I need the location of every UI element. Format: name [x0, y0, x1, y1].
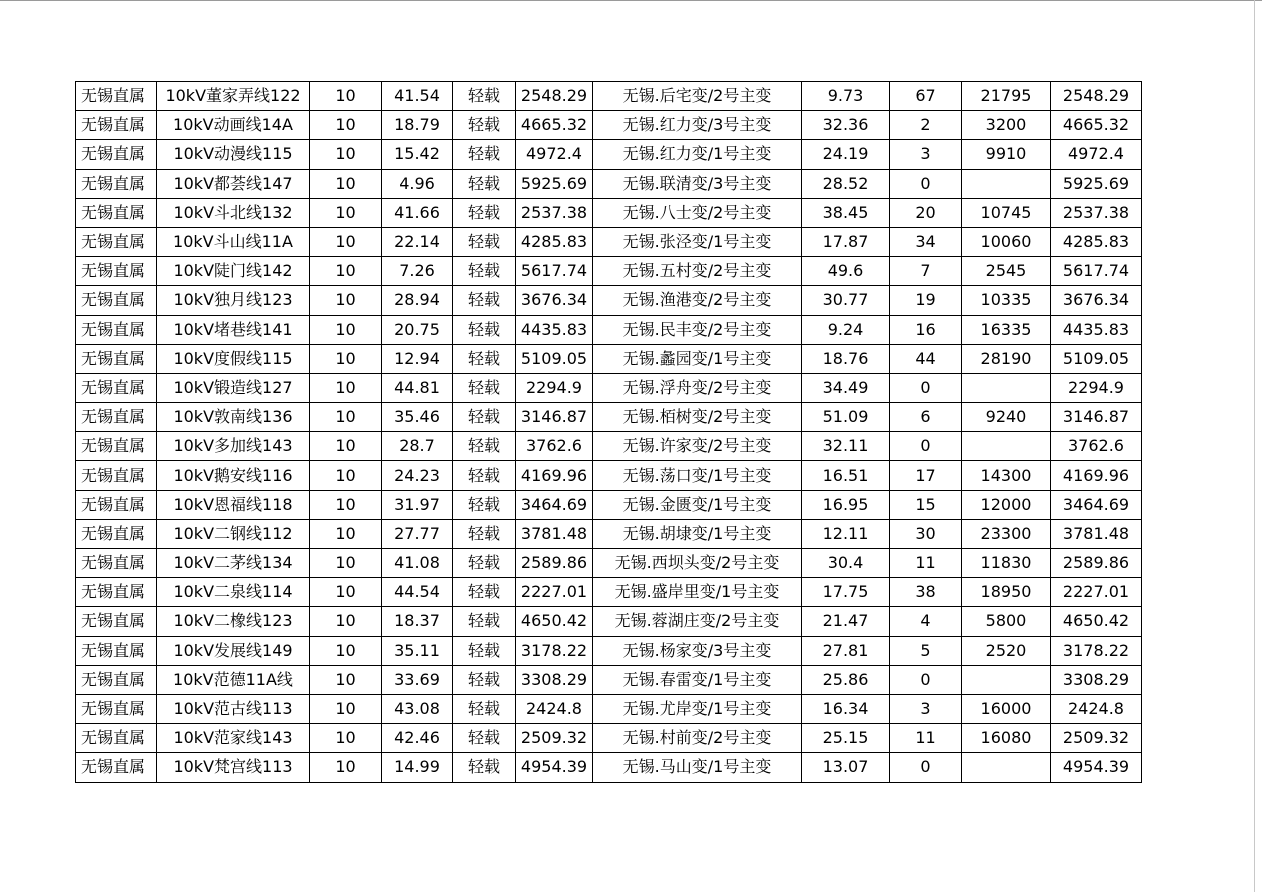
cell-load-rate: 18.79 — [382, 111, 453, 140]
cell-user-count: 44 — [890, 344, 962, 373]
cell-load-rate: 42.46 — [382, 724, 453, 753]
cell-transformer: 无锡.联清变/3号主变 — [593, 169, 802, 198]
cell-transformer-load-rate: 30.77 — [802, 286, 890, 315]
cell-user-count: 30 — [890, 519, 962, 548]
cell-transformer-load-rate: 13.07 — [802, 753, 890, 782]
cell-transformer: 无锡.春雷变/1号主变 — [593, 665, 802, 694]
table-row — [76, 724, 1142, 753]
cell-capacity: 2227.01 — [516, 578, 593, 607]
cell-unit: 无锡直属 — [76, 198, 157, 227]
cell-unit: 无锡直属 — [76, 344, 157, 373]
cell-transformer: 无锡.杨家变/3号主变 — [593, 636, 802, 665]
cell-user-count: 3 — [890, 140, 962, 169]
cell-available-capacity: 4435.83 — [1051, 315, 1142, 344]
cell-voltage: 10 — [310, 519, 382, 548]
cell-capacity: 3781.48 — [516, 519, 593, 548]
cell-capacity: 3178.22 — [516, 636, 593, 665]
cell-transformer: 无锡.荡口变/1号主变 — [593, 461, 802, 490]
cell-voltage: 10 — [310, 169, 382, 198]
cell-line-name: 10kV范德11A线 — [157, 665, 310, 694]
cell-user-capacity — [962, 665, 1051, 694]
cell-transformer-load-rate: 9.73 — [802, 82, 890, 111]
table-row — [76, 432, 1142, 461]
cell-voltage: 10 — [310, 461, 382, 490]
cell-transformer-load-rate: 16.34 — [802, 694, 890, 723]
cell-transformer: 无锡.金匮变/1号主变 — [593, 490, 802, 519]
cell-load-rate: 44.54 — [382, 578, 453, 607]
cell-user-capacity: 21795 — [962, 82, 1051, 111]
cell-voltage: 10 — [310, 82, 382, 111]
cell-unit: 无锡直属 — [76, 753, 157, 782]
cell-load-rate: 28.7 — [382, 432, 453, 461]
cell-user-capacity: 10060 — [962, 227, 1051, 256]
cell-line-name: 10kV堵巷线141 — [157, 315, 310, 344]
cell-load-rate: 35.11 — [382, 636, 453, 665]
cell-available-capacity: 2548.29 — [1051, 82, 1142, 111]
table-row — [76, 461, 1142, 490]
cell-available-capacity: 4650.42 — [1051, 607, 1142, 636]
cell-user-count: 38 — [890, 578, 962, 607]
cell-user-capacity: 5800 — [962, 607, 1051, 636]
cell-load-rate: 28.94 — [382, 286, 453, 315]
cell-load-rate: 24.23 — [382, 461, 453, 490]
cell-line-name: 10kV多加线143 — [157, 432, 310, 461]
cell-transformer-load-rate: 9.24 — [802, 315, 890, 344]
cell-user-count: 0 — [890, 169, 962, 198]
cell-capacity: 3308.29 — [516, 665, 593, 694]
cell-transformer-load-rate: 51.09 — [802, 403, 890, 432]
cell-available-capacity: 4169.96 — [1051, 461, 1142, 490]
cell-user-capacity: 3200 — [962, 111, 1051, 140]
cell-line-name: 10kV度假线115 — [157, 344, 310, 373]
cell-load-rate: 31.97 — [382, 490, 453, 519]
cell-voltage: 10 — [310, 724, 382, 753]
cell-voltage: 10 — [310, 665, 382, 694]
cell-available-capacity: 4972.4 — [1051, 140, 1142, 169]
cell-available-capacity: 4285.83 — [1051, 227, 1142, 256]
cell-line-name: 10kV陡门线142 — [157, 257, 310, 286]
table-row — [76, 519, 1142, 548]
cell-voltage: 10 — [310, 549, 382, 578]
cell-line-name: 10kV动漫线115 — [157, 140, 310, 169]
table-row — [76, 578, 1142, 607]
cell-capacity: 4650.42 — [516, 607, 593, 636]
cell-unit: 无锡直属 — [76, 432, 157, 461]
cell-capacity: 5109.05 — [516, 344, 593, 373]
cell-voltage: 10 — [310, 315, 382, 344]
cell-line-name: 10kV范古线113 — [157, 694, 310, 723]
cell-user-count: 5 — [890, 636, 962, 665]
cell-transformer-load-rate: 18.76 — [802, 344, 890, 373]
cell-transformer: 无锡.村前变/2号主变 — [593, 724, 802, 753]
cell-load-status: 轻载 — [453, 315, 516, 344]
cell-load-rate: 12.94 — [382, 344, 453, 373]
cell-user-capacity: 16000 — [962, 694, 1051, 723]
cell-line-name: 10kV斗北线132 — [157, 198, 310, 227]
cell-available-capacity: 3464.69 — [1051, 490, 1142, 519]
cell-load-rate: 41.66 — [382, 198, 453, 227]
cell-transformer: 无锡.蓉湖庄变/2号主变 — [593, 607, 802, 636]
cell-unit: 无锡直属 — [76, 286, 157, 315]
cell-user-capacity: 2545 — [962, 257, 1051, 286]
cell-available-capacity: 2537.38 — [1051, 198, 1142, 227]
cell-line-name: 10kV动画线14A — [157, 111, 310, 140]
cell-load-status: 轻载 — [453, 344, 516, 373]
cell-available-capacity: 5617.74 — [1051, 257, 1142, 286]
cell-transformer-load-rate: 30.4 — [802, 549, 890, 578]
cell-user-capacity: 23300 — [962, 519, 1051, 548]
table-row — [76, 753, 1142, 782]
cell-load-status: 轻载 — [453, 461, 516, 490]
cell-load-rate: 27.77 — [382, 519, 453, 548]
cell-load-status: 轻载 — [453, 665, 516, 694]
cell-load-status: 轻载 — [453, 403, 516, 432]
cell-available-capacity: 3146.87 — [1051, 403, 1142, 432]
cell-voltage: 10 — [310, 373, 382, 402]
cell-load-status: 轻载 — [453, 724, 516, 753]
cell-load-status: 轻载 — [453, 549, 516, 578]
cell-unit: 无锡直属 — [76, 403, 157, 432]
cell-user-count: 11 — [890, 724, 962, 753]
cell-user-capacity: 18950 — [962, 578, 1051, 607]
cell-unit: 无锡直属 — [76, 227, 157, 256]
cell-capacity: 5617.74 — [516, 257, 593, 286]
cell-voltage: 10 — [310, 694, 382, 723]
cell-transformer: 无锡.后宅变/2号主变 — [593, 82, 802, 111]
cell-load-rate: 22.14 — [382, 227, 453, 256]
cell-capacity: 2537.38 — [516, 198, 593, 227]
cell-load-status: 轻载 — [453, 257, 516, 286]
table-row — [76, 286, 1142, 315]
cell-user-capacity: 10335 — [962, 286, 1051, 315]
cell-user-count: 0 — [890, 373, 962, 402]
cell-transformer-load-rate: 12.11 — [802, 519, 890, 548]
cell-capacity: 5925.69 — [516, 169, 593, 198]
cell-transformer: 无锡.红力变/3号主变 — [593, 111, 802, 140]
cell-capacity: 2509.32 — [516, 724, 593, 753]
cell-user-count: 4 — [890, 607, 962, 636]
cell-line-name: 10kV斗山线11A — [157, 227, 310, 256]
cell-available-capacity: 4954.39 — [1051, 753, 1142, 782]
cell-transformer: 无锡.尤岸变/1号主变 — [593, 694, 802, 723]
table-row — [76, 403, 1142, 432]
cell-available-capacity: 3676.34 — [1051, 286, 1142, 315]
cell-user-capacity: 14300 — [962, 461, 1051, 490]
cell-user-capacity — [962, 753, 1051, 782]
page-right-border — [1254, 0, 1255, 892]
cell-load-rate: 43.08 — [382, 694, 453, 723]
cell-transformer-load-rate: 17.75 — [802, 578, 890, 607]
cell-user-count: 17 — [890, 461, 962, 490]
cell-unit: 无锡直属 — [76, 373, 157, 402]
cell-unit: 无锡直属 — [76, 724, 157, 753]
table-row — [76, 169, 1142, 198]
cell-line-name: 10kV董家弄线122 — [157, 82, 310, 111]
cell-user-capacity: 2520 — [962, 636, 1051, 665]
cell-load-status: 轻载 — [453, 227, 516, 256]
cell-unit: 无锡直属 — [76, 694, 157, 723]
cell-available-capacity: 3178.22 — [1051, 636, 1142, 665]
cell-user-count: 15 — [890, 490, 962, 519]
cell-user-count: 6 — [890, 403, 962, 432]
cell-transformer-load-rate: 21.47 — [802, 607, 890, 636]
table-body — [76, 82, 1142, 783]
cell-transformer: 无锡.蠡园变/1号主变 — [593, 344, 802, 373]
cell-line-name: 10kV发展线149 — [157, 636, 310, 665]
cell-transformer-load-rate: 32.36 — [802, 111, 890, 140]
cell-line-name: 10kV二茅线134 — [157, 549, 310, 578]
cell-user-count: 7 — [890, 257, 962, 286]
cell-voltage: 10 — [310, 490, 382, 519]
cell-user-capacity: 16080 — [962, 724, 1051, 753]
cell-load-rate: 41.54 — [382, 82, 453, 111]
cell-user-capacity: 10745 — [962, 198, 1051, 227]
cell-transformer-load-rate: 28.52 — [802, 169, 890, 198]
cell-voltage: 10 — [310, 607, 382, 636]
cell-load-status: 轻载 — [453, 169, 516, 198]
cell-voltage: 10 — [310, 286, 382, 315]
table-row — [76, 227, 1142, 256]
cell-capacity: 2424.8 — [516, 694, 593, 723]
cell-line-name: 10kV敦南线136 — [157, 403, 310, 432]
cell-load-status: 轻载 — [453, 490, 516, 519]
table-row — [76, 315, 1142, 344]
cell-voltage: 10 — [310, 257, 382, 286]
cell-load-rate: 33.69 — [382, 665, 453, 694]
cell-load-status: 轻载 — [453, 607, 516, 636]
cell-transformer: 无锡.西坝头变/2号主变 — [593, 549, 802, 578]
table-row — [76, 198, 1142, 227]
cell-load-status: 轻载 — [453, 111, 516, 140]
cell-available-capacity: 4665.32 — [1051, 111, 1142, 140]
cell-unit: 无锡直属 — [76, 665, 157, 694]
cell-user-count: 2 — [890, 111, 962, 140]
cell-available-capacity: 3762.6 — [1051, 432, 1142, 461]
cell-line-name: 10kV梵宫线113 — [157, 753, 310, 782]
cell-load-status: 轻载 — [453, 636, 516, 665]
cell-load-rate: 20.75 — [382, 315, 453, 344]
cell-user-count: 3 — [890, 694, 962, 723]
cell-voltage: 10 — [310, 227, 382, 256]
table-row — [76, 111, 1142, 140]
cell-voltage: 10 — [310, 636, 382, 665]
cell-line-name: 10kV鹅安线116 — [157, 461, 310, 490]
cell-voltage: 10 — [310, 578, 382, 607]
cell-transformer-load-rate: 25.15 — [802, 724, 890, 753]
cell-transformer: 无锡.八士变/2号主变 — [593, 198, 802, 227]
cell-line-name: 10kV范家线143 — [157, 724, 310, 753]
table-row — [76, 257, 1142, 286]
cell-load-status: 轻载 — [453, 286, 516, 315]
cell-user-count: 11 — [890, 549, 962, 578]
cell-load-status: 轻载 — [453, 432, 516, 461]
cell-transformer-load-rate: 25.86 — [802, 665, 890, 694]
cell-user-count: 0 — [890, 753, 962, 782]
cell-user-count: 34 — [890, 227, 962, 256]
cell-capacity: 4169.96 — [516, 461, 593, 490]
data-table — [75, 81, 1142, 783]
cell-load-status: 轻载 — [453, 140, 516, 169]
cell-load-rate: 7.26 — [382, 257, 453, 286]
table-row — [76, 607, 1142, 636]
cell-user-count: 0 — [890, 432, 962, 461]
cell-user-count: 16 — [890, 315, 962, 344]
cell-line-name: 10kV恩福线118 — [157, 490, 310, 519]
cell-user-capacity: 9910 — [962, 140, 1051, 169]
cell-load-status: 轻载 — [453, 373, 516, 402]
cell-unit: 无锡直属 — [76, 549, 157, 578]
cell-load-rate: 15.42 — [382, 140, 453, 169]
cell-user-capacity: 16335 — [962, 315, 1051, 344]
cell-transformer-load-rate: 16.51 — [802, 461, 890, 490]
cell-available-capacity: 2424.8 — [1051, 694, 1142, 723]
cell-transformer: 无锡.民丰变/2号主变 — [593, 315, 802, 344]
cell-voltage: 10 — [310, 140, 382, 169]
cell-user-capacity: 28190 — [962, 344, 1051, 373]
cell-unit: 无锡直属 — [76, 461, 157, 490]
cell-voltage: 10 — [310, 111, 382, 140]
cell-unit: 无锡直属 — [76, 111, 157, 140]
cell-voltage: 10 — [310, 403, 382, 432]
cell-unit: 无锡直属 — [76, 257, 157, 286]
cell-transformer: 无锡.马山变/1号主变 — [593, 753, 802, 782]
cell-unit: 无锡直属 — [76, 607, 157, 636]
cell-line-name: 10kV二钢线112 — [157, 519, 310, 548]
cell-unit: 无锡直属 — [76, 140, 157, 169]
cell-transformer-load-rate: 17.87 — [802, 227, 890, 256]
cell-load-status: 轻载 — [453, 519, 516, 548]
cell-capacity: 4435.83 — [516, 315, 593, 344]
cell-load-status: 轻载 — [453, 694, 516, 723]
cell-load-rate: 35.46 — [382, 403, 453, 432]
cell-transformer-load-rate: 38.45 — [802, 198, 890, 227]
cell-user-capacity — [962, 373, 1051, 402]
cell-capacity: 3762.6 — [516, 432, 593, 461]
cell-load-rate: 18.37 — [382, 607, 453, 636]
cell-load-rate: 41.08 — [382, 549, 453, 578]
cell-load-rate: 44.81 — [382, 373, 453, 402]
cell-user-count: 67 — [890, 82, 962, 111]
cell-transformer: 无锡.浮舟变/2号主变 — [593, 373, 802, 402]
table-row — [76, 490, 1142, 519]
cell-capacity: 4285.83 — [516, 227, 593, 256]
cell-unit: 无锡直属 — [76, 578, 157, 607]
cell-transformer: 无锡.张泾变/1号主变 — [593, 227, 802, 256]
cell-transformer: 无锡.盛岸里变/1号主变 — [593, 578, 802, 607]
cell-unit: 无锡直属 — [76, 315, 157, 344]
cell-line-name: 10kV二橡线123 — [157, 607, 310, 636]
table-row — [76, 344, 1142, 373]
cell-available-capacity: 5109.05 — [1051, 344, 1142, 373]
cell-transformer-load-rate: 27.81 — [802, 636, 890, 665]
cell-load-status: 轻载 — [453, 753, 516, 782]
cell-user-count: 20 — [890, 198, 962, 227]
cell-line-name: 10kV都荟线147 — [157, 169, 310, 198]
cell-user-capacity: 9240 — [962, 403, 1051, 432]
cell-transformer-load-rate: 49.6 — [802, 257, 890, 286]
cell-available-capacity: 2589.86 — [1051, 549, 1142, 578]
cell-user-capacity: 12000 — [962, 490, 1051, 519]
cell-load-status: 轻载 — [453, 578, 516, 607]
cell-unit: 无锡直属 — [76, 636, 157, 665]
cell-capacity: 2294.9 — [516, 373, 593, 402]
cell-load-status: 轻载 — [453, 82, 516, 111]
cell-user-count: 0 — [890, 665, 962, 694]
table-row — [76, 82, 1142, 111]
cell-load-rate: 14.99 — [382, 753, 453, 782]
cell-voltage: 10 — [310, 753, 382, 782]
cell-voltage: 10 — [310, 198, 382, 227]
cell-transformer-load-rate: 24.19 — [802, 140, 890, 169]
cell-available-capacity: 2227.01 — [1051, 578, 1142, 607]
cell-voltage: 10 — [310, 344, 382, 373]
cell-transformer-load-rate: 34.49 — [802, 373, 890, 402]
cell-user-capacity — [962, 169, 1051, 198]
cell-transformer: 无锡.渔港变/2号主变 — [593, 286, 802, 315]
cell-load-status: 轻载 — [453, 198, 516, 227]
cell-line-name: 10kV二泉线114 — [157, 578, 310, 607]
page-top-border — [0, 0, 1262, 1]
cell-unit: 无锡直属 — [76, 490, 157, 519]
cell-transformer: 无锡.许家变/2号主变 — [593, 432, 802, 461]
table-row — [76, 549, 1142, 578]
cell-transformer-load-rate: 32.11 — [802, 432, 890, 461]
cell-unit: 无锡直属 — [76, 169, 157, 198]
cell-capacity: 3676.34 — [516, 286, 593, 315]
table-row — [76, 665, 1142, 694]
cell-available-capacity: 3781.48 — [1051, 519, 1142, 548]
cell-transformer-load-rate: 16.95 — [802, 490, 890, 519]
cell-transformer: 无锡.红力变/1号主变 — [593, 140, 802, 169]
cell-line-name: 10kV锻造线127 — [157, 373, 310, 402]
cell-voltage: 10 — [310, 432, 382, 461]
cell-transformer: 无锡.胡埭变/1号主变 — [593, 519, 802, 548]
cell-user-capacity: 11830 — [962, 549, 1051, 578]
cell-available-capacity: 2509.32 — [1051, 724, 1142, 753]
table-row — [76, 373, 1142, 402]
cell-capacity: 4972.4 — [516, 140, 593, 169]
cell-transformer: 无锡.栢树变/2号主变 — [593, 403, 802, 432]
table-row — [76, 694, 1142, 723]
cell-capacity: 2548.29 — [516, 82, 593, 111]
cell-available-capacity: 5925.69 — [1051, 169, 1142, 198]
cell-user-count: 19 — [890, 286, 962, 315]
cell-line-name: 10kV独月线123 — [157, 286, 310, 315]
cell-available-capacity: 2294.9 — [1051, 373, 1142, 402]
cell-capacity: 4954.39 — [516, 753, 593, 782]
table-row — [76, 140, 1142, 169]
cell-unit: 无锡直属 — [76, 519, 157, 548]
cell-capacity: 3146.87 — [516, 403, 593, 432]
cell-capacity: 4665.32 — [516, 111, 593, 140]
cell-transformer: 无锡.五村变/2号主变 — [593, 257, 802, 286]
cell-load-rate: 4.96 — [382, 169, 453, 198]
cell-capacity: 3464.69 — [516, 490, 593, 519]
cell-available-capacity: 3308.29 — [1051, 665, 1142, 694]
table-row — [76, 636, 1142, 665]
cell-unit: 无锡直属 — [76, 82, 157, 111]
cell-capacity: 2589.86 — [516, 549, 593, 578]
cell-user-capacity — [962, 432, 1051, 461]
